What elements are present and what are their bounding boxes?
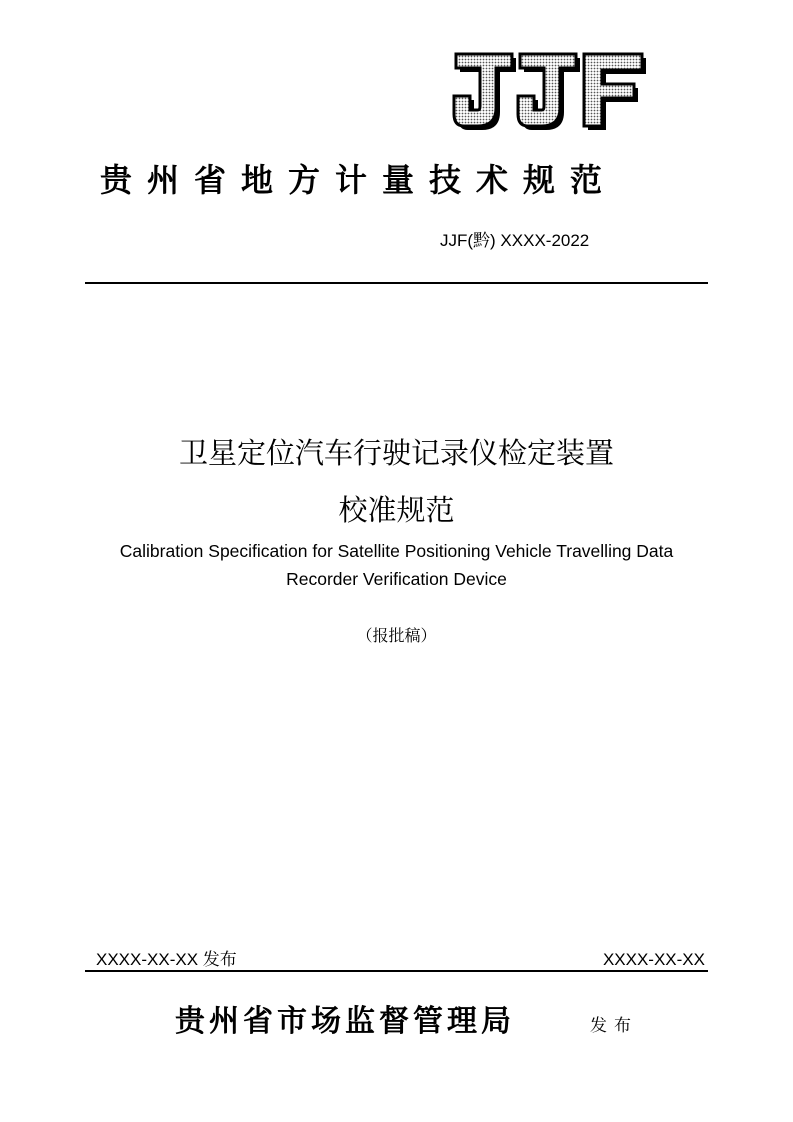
publisher-suffix: 发布 <box>590 1016 638 1036</box>
title-english-line-2: Recorder Verification Device <box>286 569 507 589</box>
issue-date: XXXX-XX-XX 发布 <box>96 950 237 969</box>
footer-divider <box>85 970 708 972</box>
implementation-date: XXXX-XX-XX <box>602 950 705 969</box>
header-divider <box>85 282 708 284</box>
title-chinese-line-2: 校准规范 <box>338 493 455 527</box>
org-title: 贵州省地方计量技术规范 <box>100 161 618 199</box>
title-english-line-1: Calibration Specification for Satellite Positioning Vehicle Travelling Data <box>119 541 674 561</box>
jjf-logo-graphic <box>452 52 648 134</box>
publisher-name: 贵州省市场监督管理局 <box>175 1004 515 1039</box>
document-code: JJF(黔) XXXX-2022 <box>440 231 590 250</box>
jjf-logo <box>452 52 648 134</box>
title-chinese-line-1: 卫星定位汽车行驶记录仪检定装置 <box>178 436 614 470</box>
draft-status-note: （报批稿） <box>356 626 437 645</box>
